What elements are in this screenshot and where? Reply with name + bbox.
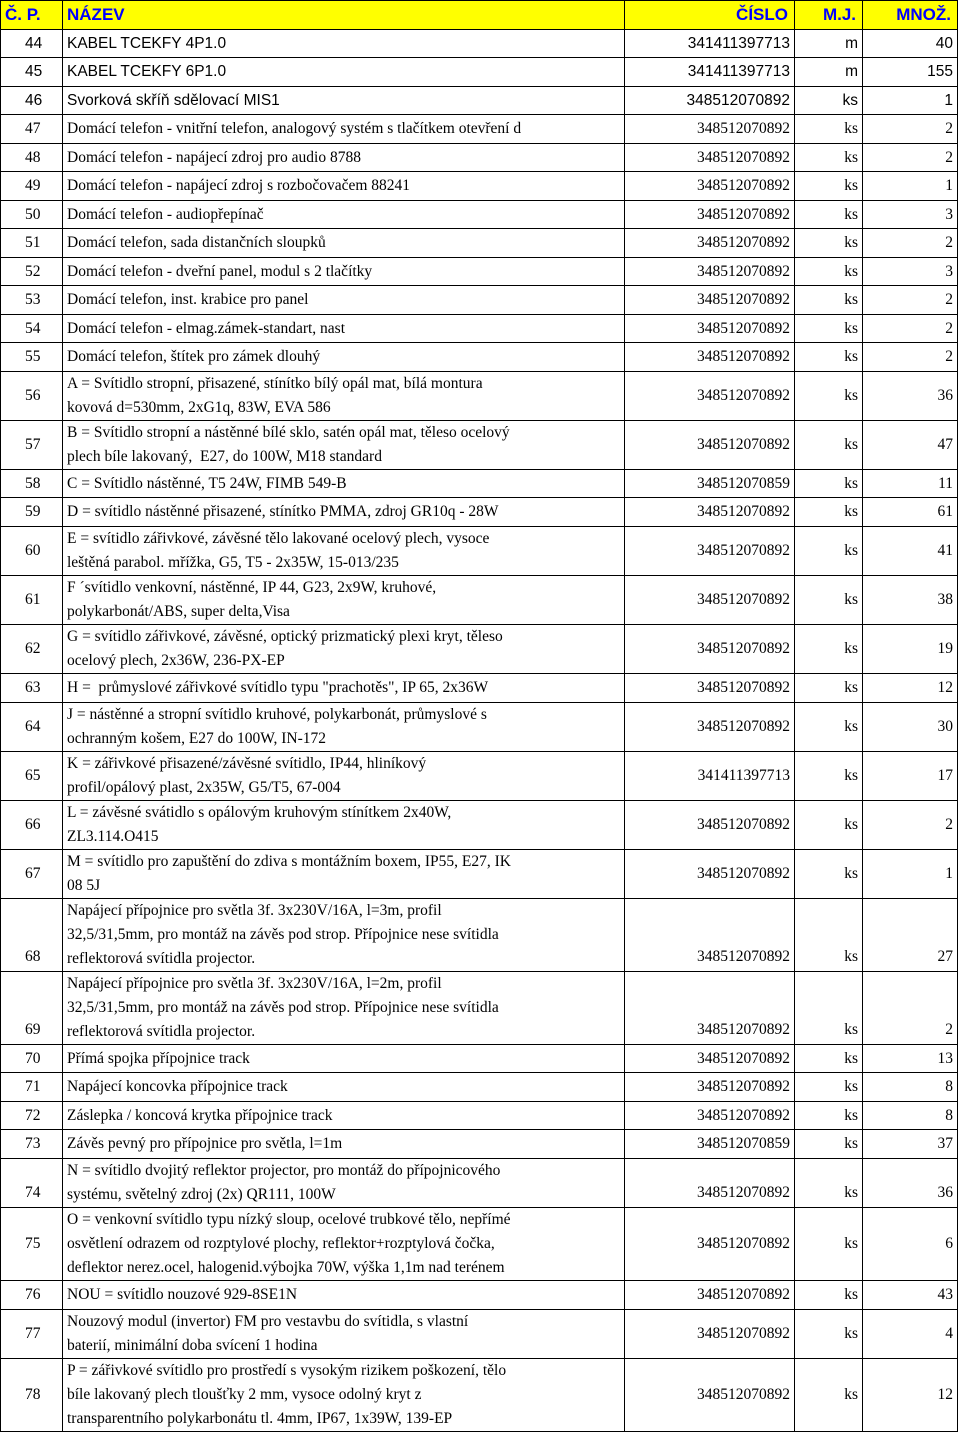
table-row (1, 172, 958, 201)
row-name: A = Svítidlo stropní, přisazené, stínítko bílý opál mat, bílá montura kovová d=530mm, 2xG1q, 83W, EVA 586 (63, 372, 625, 421)
row-unit: m (795, 58, 863, 87)
row-name: C = Svítidlo nástěnné, T5 24W, FIMB 549-B (63, 470, 625, 498)
row-qty: 41 (863, 527, 958, 576)
row-qty: 2 (863, 144, 958, 172)
row-code: 341411397713 (625, 752, 795, 801)
table-row (1, 421, 958, 470)
row-number: 67 (1, 850, 63, 899)
row-unit: ks (795, 1102, 863, 1130)
row-code: 348512070892 (625, 972, 795, 1045)
row-qty: 11 (863, 470, 958, 498)
row-qty: 27 (863, 899, 958, 972)
row-name: O = venkovní svítidlo typu nízký sloup, ocelové trubkové tělo, nepřímé osvětlení odrazem od rozptylové plochy, reflektor+rozptylová čočka, deflektor nerez.ocel, halogenid.výbojka 70W, výška 1,1m nad terénem (63, 1208, 625, 1281)
row-code: 348512070892 (625, 258, 795, 286)
row-name: M = svítidlo pro zapuštění do zdiva s montážním boxem, IP55, E27, IK 08 5J (63, 850, 625, 899)
table-row (1, 343, 958, 372)
table-row (1, 850, 958, 899)
table-row (1, 201, 958, 229)
row-number: 72 (1, 1102, 63, 1130)
row-name: Napájecí přípojnice pro světla 3f. 3x230V/16A, l=3m, profil 32,5/31,5mm, pro montáž na závěs pod strop. Přípojnice nese svítidla reflektorová svítidla projector. (63, 899, 625, 972)
row-qty: 61 (863, 498, 958, 527)
header-code: ČÍSLO (625, 1, 795, 30)
row-name: Domácí telefon, sada distančních sloupků (63, 229, 625, 258)
header-qty: MNOŽ. (863, 1, 958, 30)
row-qty: 1 (863, 172, 958, 201)
row-qty: 2 (863, 801, 958, 850)
row-code: 348512070892 (625, 498, 795, 527)
table-row (1, 1130, 958, 1159)
row-name: Záslepka / koncová krytka přípojnice track (63, 1102, 625, 1130)
row-unit: ks (795, 1310, 863, 1359)
row-unit: ks (795, 1073, 863, 1102)
row-number: 54 (1, 315, 63, 343)
row-number: 49 (1, 172, 63, 201)
row-name: N = svítidlo dvojitý reflektor projector, pro montáž do přípojnicového systému, světelný zdroj (2x) QR111, 100W (63, 1159, 625, 1208)
row-name: Nouzový modul (invertor) FM pro vestavbu do svítidla, s vlastní baterií, minimální doba svícení 1 hodina (63, 1310, 625, 1359)
row-code: 348512070892 (625, 421, 795, 470)
row-number: 76 (1, 1281, 63, 1310)
row-name: Domácí telefon - vnitřní telefon, analogový systém s tlačítkem otevření d (63, 115, 625, 144)
row-code: 341411397713 (625, 30, 795, 58)
row-qty: 4 (863, 1310, 958, 1359)
row-qty: 155 (863, 58, 958, 87)
row-number: 52 (1, 258, 63, 286)
row-unit: ks (795, 1208, 863, 1281)
row-name: NOU = svítidlo nouzové 929-8SE1N (63, 1281, 625, 1310)
row-unit: ks (795, 172, 863, 201)
table-row (1, 1045, 958, 1073)
table-row (1, 801, 958, 850)
table-row (1, 1310, 958, 1359)
row-qty: 37 (863, 1130, 958, 1159)
row-name: Závěs pevný pro přípojnice pro světla, l=1m (63, 1130, 625, 1159)
row-unit: ks (795, 343, 863, 372)
row-code: 348512070892 (625, 899, 795, 972)
row-code: 348512070892 (625, 801, 795, 850)
table-row (1, 58, 958, 87)
row-name: Napájecí přípojnice pro světla 3f. 3x230V/16A, l=2m, profil 32,5/31,5mm, pro montáž na závěs pod strop. Přípojnice nese svítidla reflektorová svítidla projector. (63, 972, 625, 1045)
row-qty: 19 (863, 625, 958, 674)
row-number: 46 (1, 87, 63, 115)
row-number: 50 (1, 201, 63, 229)
row-number: 63 (1, 674, 63, 703)
row-code: 348512070859 (625, 1130, 795, 1159)
row-code: 348512070892 (625, 172, 795, 201)
row-code: 348512070892 (625, 576, 795, 625)
row-qty: 2 (863, 286, 958, 315)
row-qty: 6 (863, 1208, 958, 1281)
row-number: 60 (1, 527, 63, 576)
row-code: 348512070892 (625, 1045, 795, 1073)
row-qty: 1 (863, 850, 958, 899)
row-name: L = závěsné svátidlo s opálovým kruhovým stínítkem 2x40W, ZL3.114.O415 (63, 801, 625, 850)
row-code: 348512070892 (625, 625, 795, 674)
row-number: 45 (1, 58, 63, 87)
row-code: 348512070892 (625, 229, 795, 258)
row-number: 48 (1, 144, 63, 172)
row-name: Domácí telefon - napájecí zdroj pro audio 8788 (63, 144, 625, 172)
row-unit: ks (795, 115, 863, 144)
row-qty: 36 (863, 372, 958, 421)
row-name: P = zářivkové svítidlo pro prostředí s vysokým rizikem poškození, tělo bíle lakovaný plech tloušťky 2 mm, vysoce odolný kryt z transparentního polykarbonátu tl. 4mm, IP67, 1x39W, 139-EP (63, 1359, 625, 1432)
row-code: 348512070892 (625, 1073, 795, 1102)
row-unit: ks (795, 527, 863, 576)
row-unit: ks (795, 972, 863, 1045)
row-number: 56 (1, 372, 63, 421)
row-qty: 36 (863, 1159, 958, 1208)
row-unit: ks (795, 1359, 863, 1432)
row-number: 66 (1, 801, 63, 850)
table-row (1, 144, 958, 172)
row-unit: ks (795, 674, 863, 703)
row-unit: ks (795, 421, 863, 470)
row-code: 348512070892 (625, 144, 795, 172)
table-row (1, 674, 958, 703)
row-code: 348512070892 (625, 1359, 795, 1432)
table-row (1, 1102, 958, 1130)
table-row (1, 625, 958, 674)
table-row (1, 258, 958, 286)
row-code: 348512070892 (625, 286, 795, 315)
row-qty: 13 (863, 1045, 958, 1073)
row-name: Domácí telefon - dveřní panel, modul s 2 tlačítky (63, 258, 625, 286)
row-code: 348512070892 (625, 1310, 795, 1359)
row-unit: ks (795, 1045, 863, 1073)
row-name: J = nástěnné a stropní svítidlo kruhové, polykarbonát, průmyslové s ochranným košem, E27 do 100W, IN-172 (63, 703, 625, 752)
row-code: 348512070892 (625, 343, 795, 372)
row-code: 348512070859 (625, 470, 795, 498)
row-code: 348512070892 (625, 527, 795, 576)
row-unit: ks (795, 850, 863, 899)
row-code: 348512070892 (625, 115, 795, 144)
row-name: H = průmyslové zářivkové svítidlo typu "prachotěs", IP 65, 2x36W (63, 674, 625, 703)
row-unit: ks (795, 752, 863, 801)
row-unit: ks (795, 229, 863, 258)
table-row (1, 315, 958, 343)
row-code: 348512070892 (625, 1102, 795, 1130)
table-row (1, 576, 958, 625)
header-unit: M.J. (795, 1, 863, 30)
table-row (1, 1159, 958, 1208)
row-qty: 12 (863, 1359, 958, 1432)
row-number: 64 (1, 703, 63, 752)
table-row (1, 1359, 958, 1432)
row-qty: 2 (863, 315, 958, 343)
row-unit: ks (795, 498, 863, 527)
row-code: 348512070892 (625, 372, 795, 421)
table-row (1, 703, 958, 752)
row-code: 348512070892 (625, 1159, 795, 1208)
row-code: 341411397713 (625, 58, 795, 87)
row-qty: 2 (863, 229, 958, 258)
row-unit: ks (795, 144, 863, 172)
table-row (1, 1208, 958, 1281)
table-row (1, 1281, 958, 1310)
row-name: Domácí telefon - audiopřepínač (63, 201, 625, 229)
row-number: 73 (1, 1130, 63, 1159)
row-unit: ks (795, 372, 863, 421)
row-unit: ks (795, 899, 863, 972)
row-number: 55 (1, 343, 63, 372)
table-row (1, 527, 958, 576)
row-unit: ks (795, 201, 863, 229)
row-code: 348512070892 (625, 87, 795, 115)
row-qty: 2 (863, 972, 958, 1045)
table-row (1, 470, 958, 498)
table-row (1, 752, 958, 801)
row-name: K = zářivkové přisazené/závěsné svítidlo, IP44, hliníkový profil/opálový plast, 2x35W, G5/T5, 67-004 (63, 752, 625, 801)
row-qty: 3 (863, 258, 958, 286)
row-qty: 17 (863, 752, 958, 801)
row-qty: 8 (863, 1102, 958, 1130)
table-row (1, 30, 958, 58)
row-qty: 12 (863, 674, 958, 703)
row-unit: ks (795, 470, 863, 498)
row-unit: ks (795, 286, 863, 315)
row-number: 69 (1, 972, 63, 1045)
row-code: 348512070892 (625, 201, 795, 229)
row-qty: 30 (863, 703, 958, 752)
row-qty: 2 (863, 343, 958, 372)
row-number: 62 (1, 625, 63, 674)
table-row (1, 229, 958, 258)
row-name: B = Svítidlo stropní a nástěnné bílé sklo, satén opál mat, těleso ocelový plech bíle lakovaný, E27, do 100W, M18 standard (63, 421, 625, 470)
row-qty: 40 (863, 30, 958, 58)
row-number: 53 (1, 286, 63, 315)
row-number: 51 (1, 229, 63, 258)
row-qty: 47 (863, 421, 958, 470)
row-unit: ks (795, 87, 863, 115)
table-row (1, 87, 958, 115)
table-header-row (1, 1, 958, 30)
row-unit: ks (795, 801, 863, 850)
row-name: Napájecí koncovka přípojnice track (63, 1073, 625, 1102)
row-qty: 8 (863, 1073, 958, 1102)
row-unit: ks (795, 1130, 863, 1159)
row-number: 71 (1, 1073, 63, 1102)
row-name: KABEL TCEKFY 6P1.0 (63, 58, 625, 87)
row-unit: m (795, 30, 863, 58)
row-unit: ks (795, 1281, 863, 1310)
row-code: 348512070892 (625, 1208, 795, 1281)
row-number: 70 (1, 1045, 63, 1073)
row-code: 348512070892 (625, 850, 795, 899)
row-name: KABEL TCEKFY 4P1.0 (63, 30, 625, 58)
row-name: D = svítidlo nástěnné přisazené, stínítko PMMA, zdroj GR10q - 28W (63, 498, 625, 527)
table-row (1, 972, 958, 1045)
row-number: 77 (1, 1310, 63, 1359)
row-unit: ks (795, 258, 863, 286)
row-qty: 2 (863, 115, 958, 144)
table-row (1, 115, 958, 144)
row-name: F ´svítidlo venkovní, nástěnné, IP 44, G23, 2x9W, kruhové, polykarbonát/ABS, super delta,Visa (63, 576, 625, 625)
row-name: E = svítidlo zářivkové, závěsné tělo lakované ocelový plech, vysoce leštěná parabol. mřížka, G5, T5 - 2x35W, 15-013/235 (63, 527, 625, 576)
row-number: 59 (1, 498, 63, 527)
row-name: Domácí telefon - elmag.zámek-standart, nast (63, 315, 625, 343)
row-name: Domácí telefon - napájecí zdroj s rozbočovačem 88241 (63, 172, 625, 201)
row-number: 68 (1, 899, 63, 972)
row-unit: ks (795, 315, 863, 343)
row-name: Přímá spojka přípojnice track (63, 1045, 625, 1073)
table-row (1, 899, 958, 972)
row-qty: 1 (863, 87, 958, 115)
header-name: NÁZEV (63, 1, 625, 30)
row-code: 348512070892 (625, 1281, 795, 1310)
row-unit: ks (795, 625, 863, 674)
row-number: 44 (1, 30, 63, 58)
row-number: 74 (1, 1159, 63, 1208)
row-number: 78 (1, 1359, 63, 1432)
table-row (1, 372, 958, 421)
row-code: 348512070892 (625, 315, 795, 343)
table-row (1, 286, 958, 315)
row-name: Domácí telefon, štítek pro zámek dlouhý (63, 343, 625, 372)
row-number: 61 (1, 576, 63, 625)
table-row (1, 1073, 958, 1102)
row-number: 58 (1, 470, 63, 498)
row-code: 348512070892 (625, 703, 795, 752)
row-number: 47 (1, 115, 63, 144)
table-row (1, 498, 958, 527)
row-qty: 43 (863, 1281, 958, 1310)
row-name: Svorková skříň sdělovací MIS1 (63, 87, 625, 115)
row-number: 65 (1, 752, 63, 801)
row-unit: ks (795, 703, 863, 752)
row-number: 57 (1, 421, 63, 470)
row-number: 75 (1, 1208, 63, 1281)
row-unit: ks (795, 1159, 863, 1208)
row-qty: 3 (863, 201, 958, 229)
row-qty: 38 (863, 576, 958, 625)
row-code: 348512070892 (625, 674, 795, 703)
row-unit: ks (795, 576, 863, 625)
header-no: Č. P. (1, 1, 63, 30)
row-name: G = svítidlo zářivkové, závěsné, optický prizmatický plexi kryt, těleso ocelový plech, 2x36W, 236-PX-EP (63, 625, 625, 674)
row-name: Domácí telefon, inst. krabice pro panel (63, 286, 625, 315)
